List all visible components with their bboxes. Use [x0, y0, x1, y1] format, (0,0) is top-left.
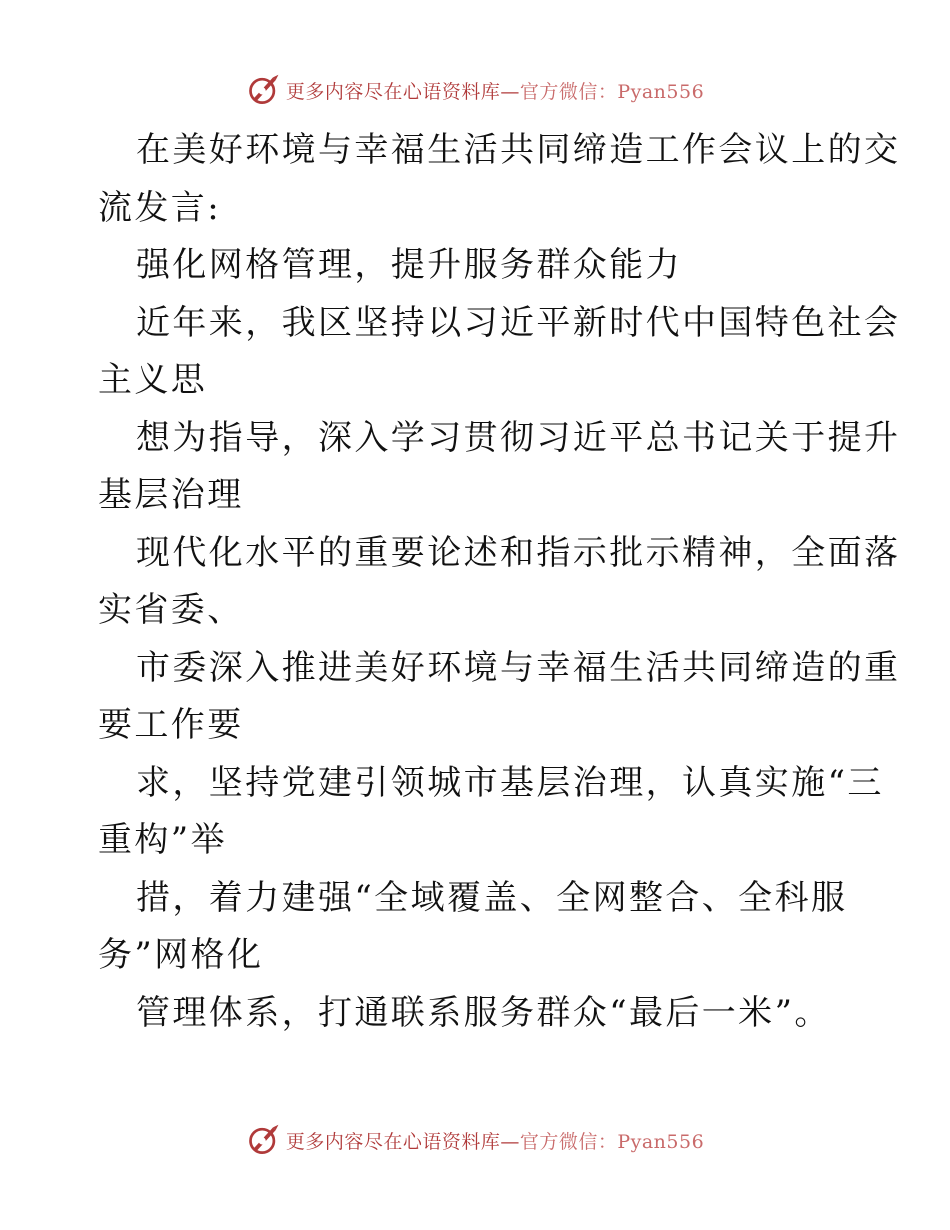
text-line: 在美好环境与幸福生活共同缔造工作会议上的交: [136, 130, 901, 170]
footer-banner-main: 更多内容尽在心语资料库—: [285, 1130, 520, 1153]
text-line: 务”网格化: [98, 935, 264, 975]
document-body: [98, 122, 901, 1042]
text-line: 主义思: [98, 360, 208, 400]
footer-banner-sub: 官方微信：Pyan556: [519, 1130, 705, 1153]
header-banner-text: [286, 77, 704, 104]
quill-pen-circle-icon: [246, 1122, 282, 1158]
header-banner-sub: 官方微信：Pyan556: [519, 80, 705, 103]
footer-banner-text: [286, 1127, 704, 1154]
header-banner-main: 更多内容尽在心语资料库—: [285, 80, 520, 103]
quill-pen-circle-icon: [246, 72, 282, 108]
text-line: 强化网格管理，提升服务群众能力: [136, 245, 682, 285]
text-line: 基层治理: [98, 475, 244, 515]
header-banner-content: [246, 72, 704, 108]
text-line: 近年来，我区坚持以习近平新时代中国特色社会: [136, 302, 901, 343]
footer-banner-content: [246, 1122, 704, 1158]
text-line: 市委深入推进美好环境与幸福生活共同缔造的重: [136, 647, 901, 688]
text-line: 措，着力建强“全域覆盖、全网整合、全科服: [136, 877, 848, 918]
header-banner: [0, 70, 950, 110]
text-line: 重构”举: [98, 820, 227, 860]
footer-banner: [0, 1120, 950, 1160]
text-line: 管理体系，打通联系服务群众“最后一米”。: [136, 992, 831, 1033]
text-line: 想为指导，深入学习贯彻习近平总书记关于提升: [136, 417, 901, 458]
text-line: 流发言:: [98, 187, 222, 228]
text-line: 要工作要: [98, 705, 244, 745]
text-line: 实省委、: [98, 590, 244, 630]
text-line: 求，坚持党建引领城市基层治理，认真实施“三: [136, 762, 884, 803]
text-line: 现代化水平的重要论述和指示批示精神，全面落: [136, 532, 901, 573]
